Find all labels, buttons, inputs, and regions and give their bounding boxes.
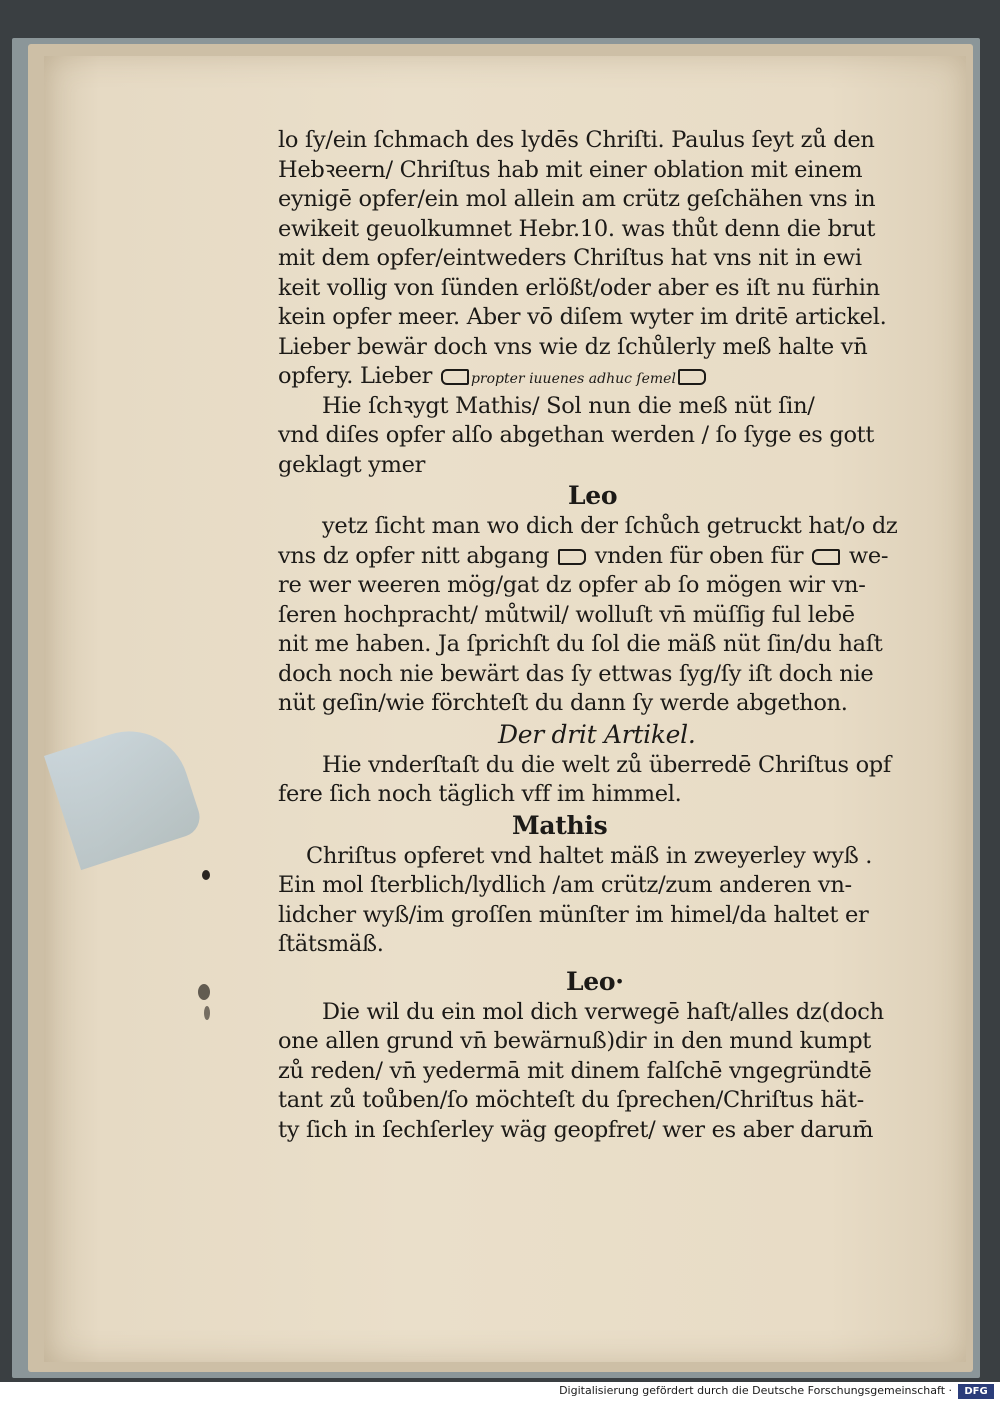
text-lines bbox=[278, 842, 938, 960]
text-line: yetz ſicht man wo dich der ſchůch getruckt hat/o dz bbox=[322, 513, 898, 539]
text-line: Hie vnderſtaſt du die welt zů überredē Chriſtus opf bbox=[322, 751, 891, 778]
text-line: geklagt ymer bbox=[278, 451, 426, 478]
text-lines bbox=[278, 998, 938, 1146]
text-line: vnd diſes opfer alſo abgethan werden / ſo ſyge es gott bbox=[278, 422, 875, 448]
text-span: opfery. Lieber bbox=[278, 363, 433, 389]
pointing-hand-icon bbox=[678, 369, 706, 385]
pointing-hand-icon bbox=[558, 549, 586, 565]
text-span: we- bbox=[848, 542, 889, 569]
text-line: eynigē opfer/ein mol allein am crütz geſchähen vns in bbox=[278, 186, 876, 212]
ink-blot bbox=[198, 984, 210, 1000]
text-line: Ein mol ſterblich/lydlich /am crütz/zum anderen vn- bbox=[278, 872, 852, 898]
pointing-hand-icon bbox=[812, 549, 840, 565]
text-lines bbox=[278, 392, 938, 481]
page-text bbox=[278, 126, 938, 1145]
text-line: Chriſtus opferet vnd haltet mäß in zweyerley wyß . bbox=[306, 842, 873, 869]
glass-weight-clip bbox=[44, 716, 205, 870]
text-line: nit me haben. Ja ſprichſt du ſol die mäß nüt ſin/du haſt bbox=[278, 631, 883, 657]
text-line: lidcher wyß/im groſſen münſter im himel/da haltet er bbox=[278, 901, 869, 928]
text-line: fere ſich noch täglich vff im himmel. bbox=[278, 781, 682, 807]
text-line: nüt geſin/wie förchteſt du dann ſy werde abgethon. bbox=[278, 690, 848, 716]
dfg-logo: DFG bbox=[958, 1384, 994, 1399]
pointing-hand-icon bbox=[441, 369, 469, 385]
text-line: Hebꝛeern/ Chriſtus hab mit einer oblation mit einem bbox=[278, 156, 863, 183]
text-line-annotated bbox=[278, 362, 938, 392]
marginal-note: propter iuuenes adhuc ſemel bbox=[470, 371, 676, 387]
section-heading-artikel: Der drit Artikel. bbox=[498, 719, 696, 749]
section-heading-leo: Leo· bbox=[566, 966, 624, 996]
text-line: re wer weeren mög/gat dz opfer ab ſo mögen wir vn- bbox=[278, 572, 866, 598]
text-line-annotated bbox=[278, 542, 938, 572]
ink-blot bbox=[204, 1006, 210, 1020]
text-line: doch noch nie bewärt das ſy ettwas ſyg/ſy iſt doch nie bbox=[278, 660, 874, 687]
text-line: ſeren hochpracht/ můtwil/ wolluſt vn̄ müſſig ful lebē bbox=[278, 601, 855, 628]
footer-bar bbox=[0, 1382, 1000, 1402]
section-heading-leo: Leo bbox=[568, 481, 618, 510]
text-span: vnden für oben für bbox=[594, 542, 804, 569]
text-line: one allen grund vn̄ bewärnuß)dir in den mund kumpt bbox=[278, 1028, 872, 1054]
text-lines bbox=[278, 126, 938, 362]
text-line: mit dem opfer/eintweders Chriſtus hat vns nit in ewi bbox=[278, 245, 862, 271]
text-line: keit vollig von ſünden erlößt/oder aber es iſt nu fürhin bbox=[278, 274, 880, 301]
text-lines bbox=[278, 571, 938, 719]
text-lines bbox=[278, 751, 938, 810]
text-line: Lieber bewär doch vns wie dz ſchůlerly meß halte vn̄ bbox=[278, 333, 868, 360]
text-line: ſtätsmäß. bbox=[278, 931, 384, 957]
text-line: zů reden/ vn̄ yedermā mit dinem falſchē vngegründtē bbox=[278, 1057, 872, 1084]
text-line: lo ſy/ein ſchmach des lydēs Chriſti. Paulus ſeyt zů den bbox=[278, 127, 875, 153]
text-line: Die wil du ein mol dich verwegē haſt/alles dz(doch bbox=[322, 998, 884, 1025]
text-line: ty ſich in ſechſerley wäg geopfret/ wer es aber darum̄ bbox=[278, 1116, 874, 1143]
text-span: vns dz opfer nitt abgang bbox=[278, 542, 550, 569]
text-lines bbox=[278, 512, 938, 542]
ink-blot bbox=[202, 870, 210, 880]
text-line: kein opfer meer. Aber vō diſem wyter im dritē artickel. bbox=[278, 304, 887, 330]
text-line: Hie ſchꝛygt Mathis/ Sol nun die meß nüt ſin/ bbox=[322, 392, 815, 419]
text-line: ewikeit geuolkumnet Hebr.10. was thůt denn die brut bbox=[278, 215, 876, 242]
footer-credit: Digitalisierung gefördert durch die Deutsche Forschungsgemeinschaft · bbox=[559, 1384, 952, 1397]
text-line: tant zů toůben/ſo möchteſt du ſprechen/Chriſtus hät- bbox=[278, 1087, 864, 1113]
section-heading-mathis: Mathis bbox=[512, 810, 608, 840]
